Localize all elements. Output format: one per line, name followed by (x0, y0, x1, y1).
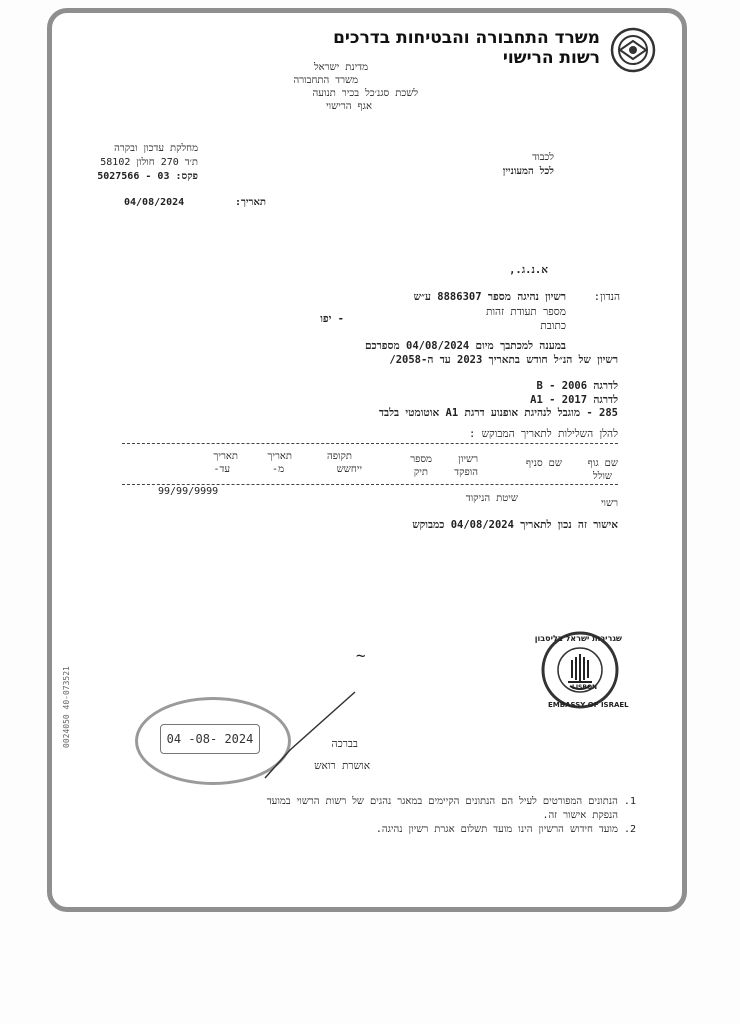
pobox-line: ת׳ד 270 חולון 58102 (100, 157, 198, 168)
state-line: מדינת ישראל (313, 62, 368, 73)
header-body-name: שם גוף (587, 458, 618, 469)
date-stamp-date: 04 -08- 2024 (160, 724, 260, 754)
side-code: 0024050 40-073521 (62, 666, 71, 748)
subject-line-1: רשיון נהיגה מספר 8886307 ע״ש (413, 291, 566, 303)
signature-closing: בברכה (331, 738, 358, 750)
note-2: 2. מועד חידוש הרשיון הינו מועד תשלום אגרת רשיון נהיגה. (375, 824, 636, 835)
header-date-to: תאריך (213, 451, 238, 462)
ink-mark: ~ (356, 646, 366, 665)
header-period: תקופה (327, 451, 352, 462)
department-line: מחלקת עדכון ובקרה (114, 143, 198, 154)
confirmation-line: אישור זה נכון לתאריך 04/08/2024 כמבוקש (412, 519, 618, 531)
header-license-2: הופקד (454, 467, 478, 478)
note-1-cont: הנפקת אישור זה. (542, 810, 618, 821)
row-date: 99/99/9999 (158, 486, 219, 497)
header-date-to-2: עד- (213, 464, 230, 475)
recipient-line-1: לכבוד (532, 152, 554, 163)
seal-text-top: שגרירות ישראל בליסבון (534, 634, 622, 643)
seal-city: LISBON (572, 684, 598, 691)
grade-b: לדרגה B - 2006 (536, 380, 618, 392)
header-branch-name: שם סניף (525, 458, 562, 469)
greeting: א.נ.ג., (509, 264, 548, 276)
ministry-name: משרד התחבורה והבטיחות בדרכים (333, 28, 600, 48)
fax-line: פקס: 03 - 5027566 (97, 171, 198, 182)
division-line: אגף הרישוי (325, 101, 372, 112)
row-type: רשוי (600, 498, 618, 509)
office-line: משרד התחבורה (293, 75, 358, 86)
table-mid-rule (122, 484, 618, 485)
grade-a1: לדרגה A1 - 2017 (530, 394, 618, 406)
date-value: 04/08/2024 (124, 197, 185, 208)
header-date-from: תאריך (267, 451, 292, 462)
header-number: מספר (410, 454, 432, 465)
signature-name: אושרת רואש (314, 760, 370, 772)
recipient-line-2: לכל המעוניין (502, 166, 554, 177)
header-license: רשיון (458, 454, 478, 465)
subject-line-2: מספר תעודת זהות (485, 306, 566, 318)
date-label: תאריך: (235, 197, 266, 208)
restriction-285: 285 - מוגבל לנהיגת אופנוע דרגת A1 אוטומטי בלבד (379, 407, 618, 419)
header-date-from-2: מ- (272, 464, 284, 475)
subject-label: הנדון: (593, 291, 620, 303)
subject-line-3-tail: - יפו (320, 313, 344, 325)
subject-line-3: כתובת (540, 320, 566, 332)
table-intro: להלן השלילות לתאריך המבוקש : (468, 428, 618, 440)
bureau-line: לשכת סגנ׳כל בכיר תנועה (312, 88, 418, 99)
note-1: 1. הנתונים המפורטים לעיל הם הנתונים הקיימים במאגר נהגים של רשות הרשוי במועד (266, 796, 636, 807)
row-method: שיטת הניקוד (465, 493, 518, 504)
header-body-name-2: שולל (593, 471, 612, 482)
ministry-logo-icon (610, 27, 656, 73)
seal-text-bottom: EMBASSY OF ISRAEL (548, 701, 629, 709)
header-number-2: תיק (413, 467, 428, 478)
authority-name: רשות הרישוי (502, 48, 600, 68)
body-line-2: רשיון של הנ״ל חודש בתאריך 2023 עד ה-2058/ (389, 354, 618, 366)
table-top-rule (122, 443, 618, 444)
body-line-1: במענה למכתבך מיום 04/08/2024 מספרכם (364, 340, 566, 352)
header-period-2: ייחשש (336, 464, 362, 475)
